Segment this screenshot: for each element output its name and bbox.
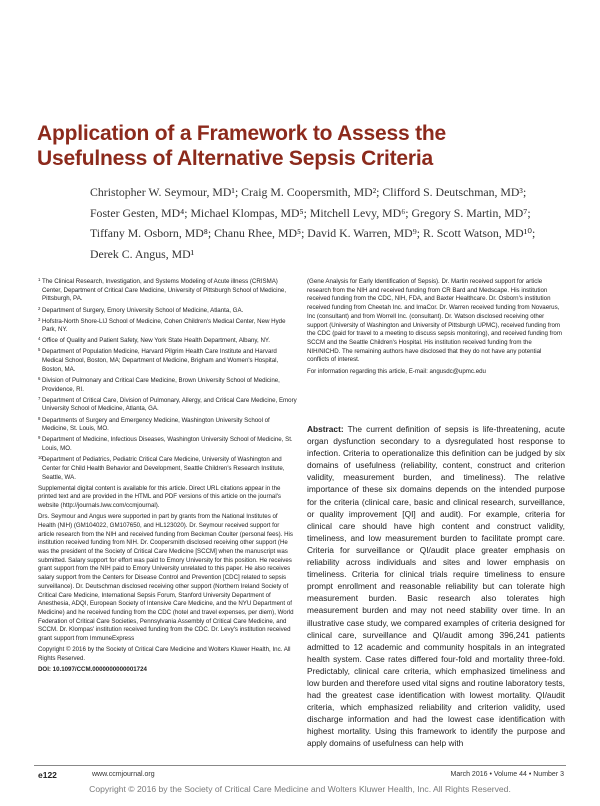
funding-disclosure: Drs. Seymour and Angus were supported in part by grants from the National Institutes of Health (NIH) (GM104022, GM107650, and HL123020). Dr. Seymour received support for article research from the NIH and received funding from Beckman Coulter (personal fees). His institution received funding from NIH. Dr. Coopersmith disclosed receiving other support (He was the president of the Society of Critical Care Medicine [SCCM] when the manuscript was submitted. Salary support for effort was paid to Emory University for this position. He receives grant support from the NIH paid to Emory University unrelated to this paper. He also receives salary support from the Centers for Disease Control and Prevention [CDC] related to sepsis surveillance). Dr. Deutschman disclosed receiving other support (Northern Ireland Society of Critical Care Medicine, International Sepsis Forum, Stanford University Department of Anesthesia, ADQI, European Society of Intensive Care Medicine, and the NYU Department of Medicine) and he received funding from the CDC (hotel and travel expenses, per diem), World Federation of Critical Care Societies, Pennsylvania Assembly of Critical Care Medicine, and SCCM. Dr. Klompas' institution received funding from the CDC. Dr. Levy's institution received grant support from ImmuneExpress: [38, 513, 294, 643]
affiliation: 4 Office of Quality and Patient Safety, New York State Health Department, Albany, NY.: [38, 336, 270, 345]
issue-info: March 2016 • Volume 44 • Number 3: [450, 771, 564, 778]
contact-email: For information regarding this article, E-mail: angusdc@upmc.edu: [307, 368, 486, 376]
disclosures-continued: [307, 278, 565, 380]
copyright-note: Copyright © 2016 by the Society of Critical Care Medicine and Wolters Kluwer Health, Inc. All Rights Reserved.: [38, 646, 291, 662]
journal-url: www.ccmjournal.org: [92, 771, 155, 778]
title-line-2: Usefulness of Alternative Sepsis Criteria: [37, 147, 433, 170]
author-line: Tiffany M. Osborn, MD⁸; Chanu Rhee, MD⁵; David K. Warren, MD⁹; R. Scott Watson, MD¹⁰;: [90, 226, 536, 241]
author-line: Foster Gesten, MD⁴; Michael Klompas, MD⁵; Mitchell Levy, MD⁶; Gregory S. Martin, MD⁷;: [90, 205, 531, 220]
abstract: [307, 423, 565, 750]
affiliation: 3 Hofstra-North Shore-LIJ School of Medicine, Cohen Children's Medical Center, New Hyde Park, NY.: [38, 316, 286, 334]
affiliations-column: [38, 278, 297, 677]
abstract-text: The current definition of sepsis is life-threatening, acute organ dysfunction secondary to a dysregulated host response to infection. Criteria to operationalize this definition can be judged by six domains of usefulness (reliability, content, construct and criterion validity, measurement burden, and timeliness). The relative importance of these six domains depends on the intended purpose for the criteria (clinical care, basic and clinical research, surveillance, or quality improvement [QI] and audit). For example, criteria for clinical care should have high content and construct validity, timeliness, and low measurement burden to facilitate prompt care. Criteria for surveillance or QI/audit place greater emphasis on reliability across individuals and sites and lower emphasis on timeliness. Criteria for clinical trials require timeliness to ensure prompt enrollment and reasonable reliability but can tolerate high measurement burden. Basic research also tolerates high measurement burden and may not need stability over time. In an illustrative case study, we compared examples of criteria designed for clinical care, surveillance and QI/audit among 396,241 patients admitted to 12 academic and community hospitals in an integrated health system. Case rates differed four-fold and mortality three-fold. Predictably, clinical care criteria, which emphasized timeliness and low burden and therefore used vital signs and routine laboratory tests, had the greatest case identification with lowest mortality. QI/audit criteria, which emphasized reliability and criterion validity, used discharge information and had the lowest case identification with highest mortality. Using this framework to identify the purpose and apply domains of usefulness can help with: [307, 424, 565, 749]
affiliation: 5 Department of Population Medicine, Harvard Pilgrim Health Care Institute and Harvard Medical School, Boston, MA; Department of Medicine, Brigham and Women's Hospital, Boston, MA.: [38, 347, 279, 373]
author-line: Christopher W. Seymour, MD¹; Craig M. Coopersmith, MD²; Clifford S. Deutschman, MD³;: [90, 185, 527, 199]
affiliation: 6 Division of Pulmonary and Critical Care Medicine, Brown University School of Medicine, Providence, RI.: [38, 375, 280, 393]
disclosure-text: (Gene Analysis for Early Identification of Sepsis). Dr. Martin received support for article research from the NIH and received funding from CR Bard and Medscape. His institution received funding from the CDC, NIH, FDA, and Baxter Healthcare. Dr. Osborn's institution received funding from Cheetah Inc. and ImaCor. Dr. Warren received funding from Novaerus, Inc (consultant) and from Worrell Inc. (consultant). Dr. Watson disclosed receiving other support (University of Washington and University of Pittsburgh UPMC), received funding from the CDC (paid for travel to a meeting to discuss sepsis monitoring), and received funding from SCCM and the Seattle Children's Hospital. His institution received funding from the NIH/NICHD. The remaining authors have disclosed that they do not have any potential conflicts of interest.: [307, 278, 562, 364]
supplemental-note: Supplemental digital content is available for this article. Direct URL citations appear in the printed text and are provided in the HTML and PDF versions of this article on the journal's website (http://journals.lww.com/ccmjournal).: [38, 484, 281, 510]
page-number: e122: [38, 770, 57, 780]
copyright-footer: Copyright © 2016 by the Society of Critical Care Medicine and Wolters Kluwer Health, Inc. All Rights Reserved.: [89, 784, 511, 794]
affiliation: 10 Department of Pediatrics, Pediatric Critical Care Medicine, University of Washington and Center for Child Health Behavior and Development, Seattle Children's Research Institute, Seattle, WA.: [38, 455, 285, 481]
affiliation: 7 Department of Critical Care, Division of Pulmonary, Allergy, and Critical Care Medicine, Emory University School of Medicine, Atlanta, GA.: [38, 395, 297, 413]
affiliation: 1 The Clinical Research, Investigation, and Systems Modeling of Acute illness (CRISMA) Center, Department of Critical Care Medicine, University of Pittsburgh School of Medicine, Pittsburgh, PA.: [38, 277, 287, 303]
author-line: Derek C. Angus, MD¹: [90, 246, 195, 261]
affiliation: 9 Department of Medicine, Infectious Diseases, Washington University School of Medicine, St. Louis, MO.: [38, 435, 293, 453]
article-title: [37, 121, 577, 171]
author-list: [90, 182, 590, 264]
affiliation: 2 Department of Surgery, Emory University School of Medicine, Atlanta, GA.: [38, 305, 244, 314]
doi: DOI: 10.1097/CCM.0000000000001724: [38, 665, 147, 673]
footer-divider: [34, 765, 566, 766]
title-line-1: Application of a Framework to Assess the: [37, 122, 446, 145]
abstract-label: Abstract:: [307, 424, 344, 434]
affiliation: 8 Departments of Surgery and Emergency Medicine, Washington University School of Medicine, St. Louis, MO.: [38, 415, 270, 433]
